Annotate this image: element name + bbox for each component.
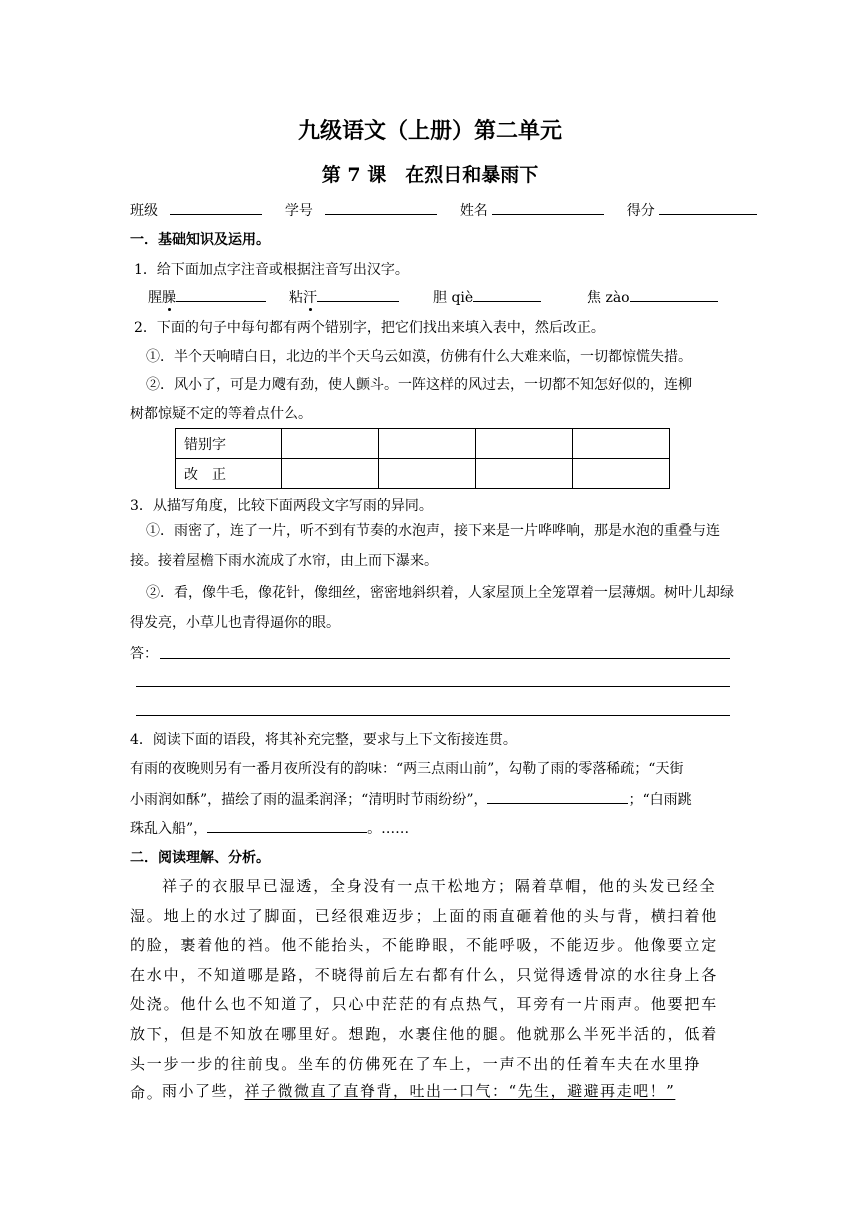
table-row-errors [176, 429, 670, 459]
q4-line-2-text: 小雨润如酥”，描绘了雨的温柔润泽；“清明时节雨纷纷”， [130, 792, 488, 808]
q1-word-2-char-b: 汗 [303, 290, 317, 306]
q4-blank-2[interactable] [207, 818, 367, 833]
q3-prompt: 3．从描写角度，比较下面两段文字写雨的异同。 [130, 498, 433, 514]
q1-word-3-text: 胆 qiè [433, 290, 474, 306]
q3-passage-2: ②．看，像牛毛，像花针，像细丝，密密地斜织着，人家屋顶上全笼罩着一层薄烟。树叶儿却绿得发亮，小草儿也青得逼你的眼。 [130, 585, 734, 631]
table-cell[interactable] [379, 429, 476, 459]
student-id-field[interactable] [325, 200, 437, 215]
table-cell[interactable] [379, 459, 476, 489]
reading-paragraph-1: 祥子的衣服早已湿透，全身没有一点干松地方；隔着草帽，他的头发已经全湿。地上的水过了脚面，已经很难迈步；上面的雨直砸着他的头与背，横扫着他的脸，裹着他的裆。他不能抬头，不能睁眼，不能呼吸，不能迈步。他像要立定在水中，不知道哪是路，不晓得前后左右都有什么，只觉得透骨凉的水往身上各处浇。他什么也不知道了，只心中茫茫的有点热气，耳旁有一片雨声。他要把车放下，但是不知放在哪里好。想跑，水裹住他的腿。他就那么半死半活的，低着头一步一步的往前曳。坐车的仿佛死在了车上，一声不出的任着车夫在水里挣命。 [130, 877, 719, 1103]
q2-sentence-1: ①．半个天响晴白日，北边的半个天乌云如漠，仿佛有什么大难来临，一切都惊慌失措。 [146, 349, 692, 365]
q1-prompt: 1．给下面加点字注音或根据注音写出汉字。 [134, 262, 409, 278]
info-line [130, 200, 757, 221]
q1-word-2 [289, 287, 399, 308]
q4-line-3-tail: 。…… [367, 821, 410, 837]
score-label: 得分 [626, 203, 655, 219]
q4-line-1: 有雨的夜晚则另有一番月夜所没有的韵味：“两三点雨山前”，勾勒了雨的零落稀疏；“天街 [130, 761, 684, 777]
section1-heading: 一．基础知识及运用。 [130, 232, 270, 248]
q4-prompt: 4．阅读下面的语段，将其补充完整，要求与上下文衔接连贯。 [130, 732, 517, 748]
reading-paragraph-2 [162, 1080, 675, 1101]
reading-paragraph-2-start: 雨小了些， [162, 1082, 245, 1100]
error-table [175, 428, 670, 489]
class-field[interactable] [170, 200, 262, 215]
underlined-sentence: 祥子微微直了直脊背，吐出一口气：“先生，避避再走吧！” [244, 1082, 676, 1100]
class-label: 班级 [130, 203, 158, 219]
table-header-errors: 错别字 [176, 429, 282, 459]
q1-word-1 [148, 287, 266, 308]
q1-answer-1[interactable] [176, 287, 266, 302]
section2-heading: 二．阅读理解、分析。 [130, 850, 270, 866]
table-cell[interactable] [573, 429, 670, 459]
answer-line-1[interactable] [160, 658, 730, 659]
table-header-corrections: 改 正 [176, 459, 282, 489]
table-cell[interactable] [282, 459, 379, 489]
table-cell[interactable] [573, 459, 670, 489]
table-cell[interactable] [282, 429, 379, 459]
q2-sentence-2-line-2: 树都惊疑不定的等着点什么。 [130, 406, 312, 422]
table-row-corrections [176, 459, 670, 489]
answer-line-3[interactable] [136, 715, 730, 716]
q1-word-3 [433, 287, 541, 308]
name-label: 姓名 [459, 203, 488, 219]
table-cell[interactable] [476, 459, 573, 489]
q1-word-4 [587, 287, 718, 308]
q1-answer-4[interactable] [630, 287, 718, 302]
q3-answer-label: 答： [130, 646, 158, 662]
q4-line-3-text: 珠乱入船”， [130, 821, 208, 837]
q1-word-1-char-a: 腥 [148, 290, 162, 306]
q1-answer-2[interactable] [317, 287, 399, 302]
lesson-title: 第 7 课 在烈日和暴雨下 [321, 164, 539, 186]
student-id-label: 学号 [284, 203, 313, 219]
name-field[interactable] [492, 200, 604, 215]
table-cell[interactable] [476, 429, 573, 459]
q2-prompt: 2．下面的句子中每句都有两个错别字，把它们找出来填入表中，然后改正。 [134, 320, 605, 336]
q4-line-2 [130, 789, 692, 810]
q4-line-2-tail: ；“白雨跳 [628, 792, 692, 808]
q4-blank-1[interactable] [487, 789, 628, 804]
q4-line-3 [130, 818, 409, 839]
q1-word-2-char-a: 粘 [289, 290, 303, 306]
answer-line-2[interactable] [136, 686, 730, 687]
q3-passage-1: ①．雨密了，连了一片，听不到有节奏的水泡声，接下来是一片哗哗响，那是水泡的重叠与连接。接着屋檐下雨水流成了水帘，由上而下瀑来。 [130, 523, 720, 569]
q1-word-4-text: 焦 zào [587, 290, 630, 306]
q1-word-1-char-b: 臊 [162, 290, 176, 306]
score-field[interactable] [659, 200, 757, 215]
document-title: 九级语文（上册）第二单元 [297, 118, 562, 144]
q1-answer-3[interactable] [473, 287, 541, 302]
q2-sentence-2-line-1: ②．风小了，可是力飕有劲，使人颤斗。一阵这样的风过去，一切都不知怎好似的，连柳 [146, 377, 692, 393]
